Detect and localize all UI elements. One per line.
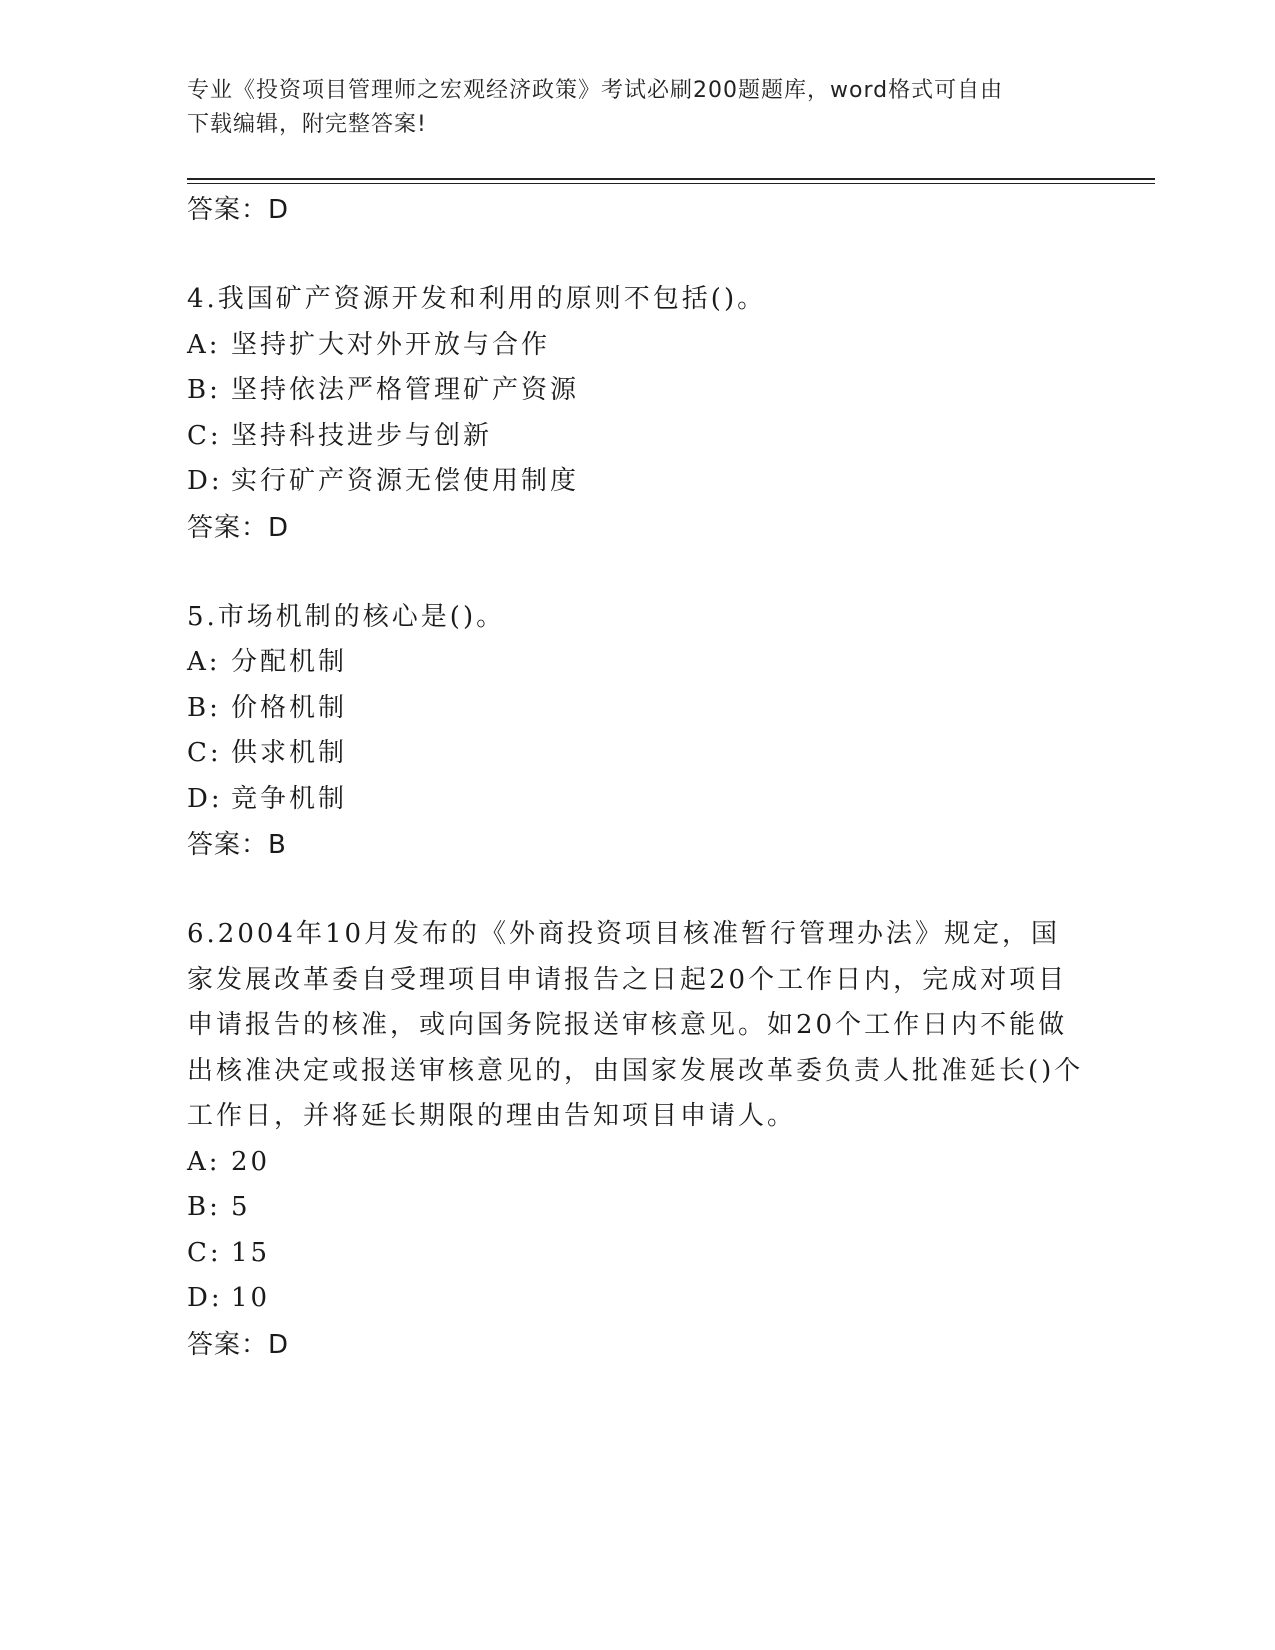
answer-line: 答案：D [187, 512, 290, 543]
header-line-1: 专业《投资项目管理师之宏观经济政策》考试必刷200题题库，word格式可自由 [187, 78, 1004, 103]
header-divider-thin [187, 183, 1155, 184]
question-list [187, 187, 1087, 1368]
answer-line: 答案：D [187, 1329, 290, 1360]
option-text: 15 [231, 1237, 271, 1268]
option-c [187, 1231, 1087, 1277]
option-text: 坚持依法严格管理矿产资源 [231, 375, 580, 405]
option-text: 坚持科技进步与创新 [231, 420, 493, 451]
option-d [187, 777, 1087, 823]
option-letter: C: [187, 1237, 222, 1268]
option-letter: A: [187, 647, 221, 677]
spacer [187, 868, 1087, 912]
option-text: 供求机制 [231, 738, 348, 768]
option-letter: D: [187, 1283, 223, 1313]
answer-previous: 答案：D [187, 195, 290, 225]
option-letter: A: [187, 1146, 221, 1177]
option-letter: B: [187, 1192, 221, 1222]
option-letter: B: [187, 375, 221, 405]
option-a [187, 1140, 1087, 1186]
header-line-2: 下载编辑，附完整答案! [187, 112, 427, 137]
question-block-6 [187, 912, 1087, 1368]
question-text: 4.我国矿产资源开发和利用的原则不包括()。 [187, 284, 767, 314]
option-letter: A: [187, 329, 221, 360]
question-text: 5.市场机制的核心是()。 [187, 601, 506, 632]
option-letter: C: [187, 420, 222, 451]
answer-line: 答案：B [187, 830, 287, 860]
option-text: 分配机制 [231, 647, 348, 677]
option-letter: B: [187, 692, 221, 723]
option-d [187, 459, 1087, 505]
option-text: 10 [231, 1283, 271, 1313]
option-text: 竞争机制 [231, 783, 348, 814]
option-text: 价格机制 [231, 692, 348, 723]
option-b [187, 1185, 1087, 1231]
question-text: 6.2004年10月发布的《外商投资项目核准暂行管理办法》规定，国家发展改革委自受理项目申请报告之日起20个工作日内，完成对项目申请报告的核准，或向国务院报送审核意见。如20个工作日内不能做出核准决定或报送审核意见的，由国家发展改革委负责人批准延长()个工作日，并将延长期限的理由告知项目申请人。 [187, 919, 1084, 1131]
question-block-5 [187, 595, 1087, 869]
option-b [187, 686, 1087, 732]
option-c [187, 731, 1087, 777]
option-text: 实行矿产资源无偿使用制度 [231, 466, 580, 496]
option-text: 5 [231, 1192, 251, 1222]
option-d [187, 1276, 1087, 1322]
option-text: 坚持扩大对外开放与合作 [231, 329, 551, 360]
option-c [187, 414, 1087, 460]
option-letter: C: [187, 738, 222, 768]
option-a [187, 323, 1087, 369]
option-a [187, 640, 1087, 686]
spacer [187, 551, 1087, 595]
header-divider-thick [187, 178, 1155, 180]
option-letter: D: [187, 783, 223, 814]
spacer [187, 233, 1087, 277]
option-letter: D: [187, 466, 223, 496]
option-b [187, 368, 1087, 414]
question-block-4 [187, 277, 1087, 551]
option-text: 20 [231, 1146, 271, 1177]
document-header [187, 74, 1087, 142]
